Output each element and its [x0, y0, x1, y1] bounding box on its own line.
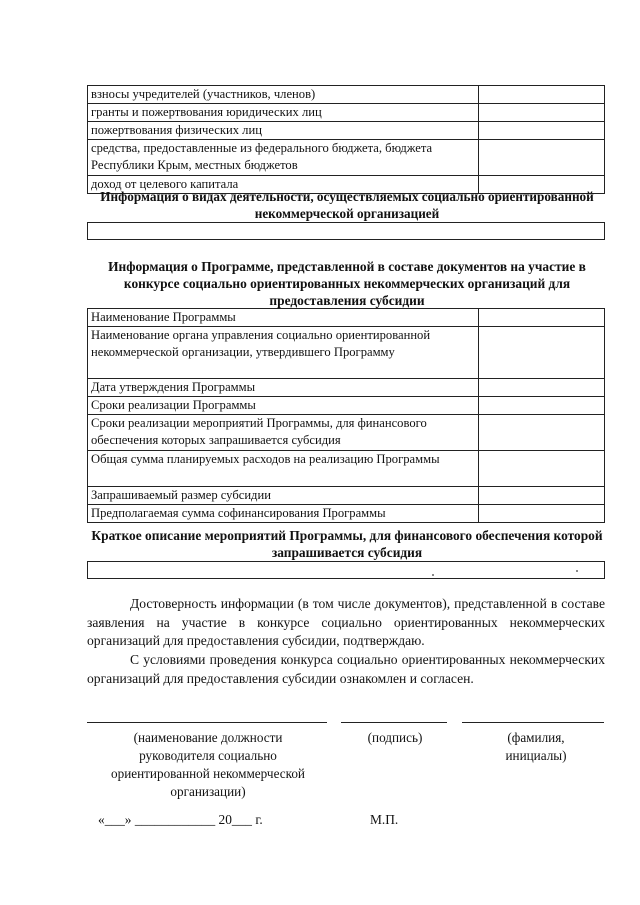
program-info-table: [87, 308, 605, 523]
table-row: [88, 86, 605, 104]
table-cell-label: Сроки реализации мероприятий Программы, для финансового обеспечения которых запрашивается субсидия: [88, 415, 479, 451]
table-cell-value[interactable]: [479, 104, 605, 122]
table-cell-label: Сроки реализации Программы: [88, 397, 479, 415]
confirmation-paragraph: Достоверность информации (в том числе документов), представленной в составе заявления на участие в конкурсе социально ориентированных некоммерческих организаций для предоставления субсидии, подтверждаю.: [87, 596, 605, 649]
table-row: [88, 327, 605, 379]
table-row: [88, 487, 605, 505]
table-row: [88, 397, 605, 415]
table-cell-value[interactable]: [479, 415, 605, 451]
table-cell-value[interactable]: [479, 379, 605, 397]
table-cell-label: доход от целевого капитала: [88, 176, 479, 194]
name-label: (фамилия, инициалы): [505, 730, 567, 763]
position-label: (наименование должности руководителя социально ориентированной некоммерческой организации): [111, 730, 305, 799]
table-cell-value[interactable]: [479, 505, 605, 523]
signature-line[interactable]: [341, 722, 447, 723]
table-cell-label: Наименование Программы: [88, 309, 479, 327]
table-row: [88, 451, 605, 487]
scan-speck: [576, 570, 578, 572]
table-row: [88, 140, 605, 176]
table-row: [88, 415, 605, 451]
table-cell-value[interactable]: [479, 122, 605, 140]
table-cell-label: Предполагаемая сумма софинансирования Программы: [88, 505, 479, 523]
table-row: [88, 122, 605, 140]
table-cell-label: взносы учредителей (участников, членов): [88, 86, 479, 104]
table-cell-label: средства, предоставленные из федерального бюджета, бюджета Республики Крым, местных бюджетов: [88, 140, 479, 176]
activities-heading: Информация о видах деятельности, осуществляемых социально ориентированной некоммерческой организацией: [100, 189, 594, 221]
table-cell-value[interactable]: [479, 86, 605, 104]
table-cell-label: гранты и пожертвования юридических лиц: [88, 104, 479, 122]
table-cell-value[interactable]: [479, 309, 605, 327]
description-heading: Краткое описание мероприятий Программы, для финансового обеспечения которой запрашивается субсидия: [91, 528, 603, 560]
stamp-label: М.П.: [370, 812, 399, 827]
income-sources-table: [87, 85, 605, 194]
scan-speck: [432, 574, 434, 576]
description-input-box[interactable]: [87, 561, 605, 579]
table-cell-label: пожертвования физических лиц: [88, 122, 479, 140]
table-cell-value[interactable]: [479, 487, 605, 505]
table-row: [88, 104, 605, 122]
table-cell-label: Общая сумма планируемых расходов на реализацию Программы: [88, 451, 479, 487]
table-row: [88, 379, 605, 397]
table-row: [88, 309, 605, 327]
table-cell-value[interactable]: [479, 451, 605, 487]
table-cell-value[interactable]: [479, 397, 605, 415]
agreement-paragraph: С условиями проведения конкурса социально ориентированных некоммерческих организаций для предоставления субсидии ознакомлен и согласен.: [87, 652, 605, 686]
table-cell-label: Наименование органа управления социально ориентированной некоммерческой организации, утвердившего Программу: [88, 327, 479, 379]
table-row: [88, 505, 605, 523]
signature-label: (подпись): [367, 730, 423, 745]
table-cell-label: Дата утверждения Программы: [88, 379, 479, 397]
date-line: «___» ____________ 20___ г.: [98, 812, 263, 827]
program-heading: Информация о Программе, представленной в составе документов на участие в конкурсе социально ориентированных некоммерческих организаций для предоставления субсидии: [108, 259, 586, 308]
activities-input-box[interactable]: [87, 222, 605, 240]
table-cell-label: Запрашиваемый размер субсидии: [88, 487, 479, 505]
table-cell-value[interactable]: [479, 327, 605, 379]
position-signature-line[interactable]: [87, 722, 327, 723]
table-cell-value[interactable]: [479, 140, 605, 176]
name-signature-line[interactable]: [462, 722, 604, 723]
